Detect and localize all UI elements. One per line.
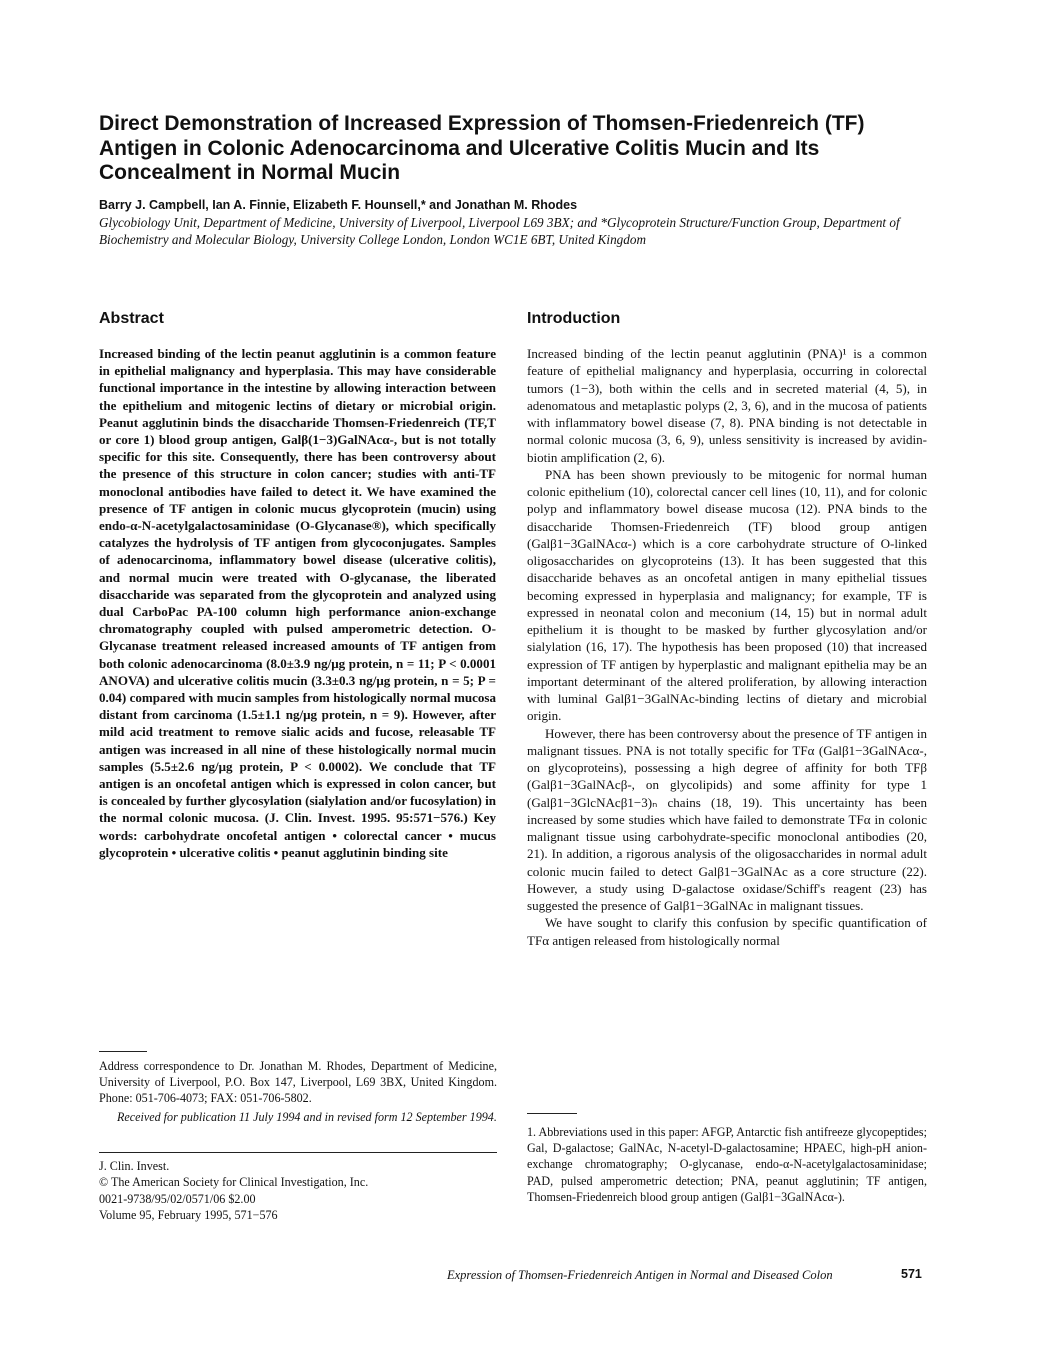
intro-paragraph: We have sought to clarify this confusion by specific quantification of TFα antigen released from histologically normal [527, 915, 927, 948]
intro-paragraph: PNA has been shown previously to be mitogenic for normal human colonic epithelium (10), colorectal cancer cell lines (10, 11), and for colonic polyp and inflammatory bowel disease mucosa (12). PNA binds to the disaccharide Thomsen-Friedenreich (TF) blood group antigen (Galβ1−3GalNAcα-) which is a core carbohydrate structure of O-linked oligosaccharides on glycoproteins (13). It has been suggested that this disaccharide behaves as an oncofetal antigen in many epithelial tissues becoming expressed in hyperplasia and malignancy; for example, TF is expressed in neonatal colon and meconium (14, 15) but in normal adult epithelium it is thought to be masked by further glycosylation and/or sialylation (16, 17). The hypothesis has been proposed (10) that increased expression of TF antigen by hyperplastic and malignant epithelia may be an important determinant of the altered proliferation, by allowing interaction with luminal Galβ1−3GalNAc-binding lectins of dietary and microbial origin. [527, 466, 927, 724]
volume-line: Volume 95, February 1995, 571−576 [99, 1208, 278, 1223]
introduction-body [527, 345, 927, 949]
article-title: Direct Demonstration of Increased Expression of Thomsen-Friedenreich (TF) Antigen in Colonic Adenocarcinoma and Ulcerative Colitis Mucin and Its Concealment in Normal Mucin [99, 112, 865, 184]
correspondence-address: Address correspondence to Dr. Jonathan M. Rhodes, Department of Medicine, University of Liverpool, P.O. Box 147, Liverpool, L69 3BX, United Kingdom. Phone: 051-706-4073; FAX: 051-706-5802. [99, 1059, 497, 1106]
correspondence-block [99, 1058, 497, 1125]
introduction-heading: Introduction [527, 310, 621, 327]
page-number: 571 [901, 1267, 922, 1281]
author-affiliation: Glycobiology Unit, Department of Medicine, University of Liverpool, Liverpool L69 3BX; and *Glycoprotein Structure/Function Group, Department of Biochemistry and Molecular Biology, University College London, London WC1E 6BT, United Kingdom [99, 215, 900, 247]
intro-paragraph: However, there has been controversy about the presence of TF antigen in malignant tissues. PNA is not totally specific for TFα (Galβ1−3GalNAcα-, on glycoproteins), possessing a high degree of affinity for both TFβ (Galβ1−3GalNAcβ-, on glycolipids) and some affinity for type 1 (Galβ1−3GlcNAcβ1−3)ₙ chains (18, 19). This uncertainty has been increased by some studies which have failed to demonstrate TFα in colonic malignant tissue using carbohydrate-specific monoclonal antibodies (20, 21). In addition, a rigorous analysis of the oligosaccharides in normal adult colonic mucin failed to detect Galβ1−3GalNAc as a core structure (22). However, a study using D-galactose oxidase/Schiff's reagent (23) has suggested the presence of Galβ1−3GalNAc in malignant tissues. [527, 725, 927, 913]
footnote-divider [99, 1051, 147, 1052]
article-code: 0021-9738/95/02/0571/06 $2.00 [99, 1191, 256, 1206]
running-footer-title: Expression of Thomsen-Friedenreich Antigen in Normal and Diseased Colon [447, 1268, 833, 1282]
received-dates: Received for publication 11 July 1994 and in revised form 12 September 1994. [117, 1109, 497, 1124]
publication-divider [99, 1152, 497, 1153]
abbreviations-divider [527, 1113, 577, 1114]
abbreviations-footnote: 1. Abbreviations used in this paper: AFGP, Antarctic fish antifreeze glycopeptides; Gal, D-galactose; GalNAc, N-acetyl-D-galactosamine; HPAEC, high-pH anion-exchange chromatography; O-glycanase, endo-α-N-acetylgalactosaminidase; PAD, pulsed amperometric detection; PNA, peanut agglutinin; TF antigen, Thomsen-Friedenreich blood group antigen (Galβ1−3GalNAcα-). [527, 1125, 927, 1204]
abstract-text: Increased binding of the lectin peanut agglutinin is a common feature in epithelial malignancy and hyperplasia. This may have considerable functional importance in the intestine by allowing interaction between the epithelium and mitogenic lectins of dietary or microbial origin. Peanut agglutinin binds the disaccharide Thomsen-Friedenreich (TF,T or core 1) blood group antigen, Galβ(1−3)GalNAcα-, but is not totally specific for this site. Consequently, there has been controversy about the presence of this structure in colon cancer; studies with anti-TF monoclonal antibodies have failed to detect it. We have examined the presence of TF antigen in colonic mucus glycoprotein (mucin) using endo-α-N-acetylgalactosaminidase (O-Glycanase®), which specifically catalyzes the hydrolysis of TF antigen from glycoconjugates. Samples of adenocarcinoma, inflammatory bowel disease (ulcerative colitis), and normal mucin were treated with O-glycanase, the liberated disaccharide was separated from the glycoprotein and analyzed using dual CarboPac PA-100 column high performance anion-exchange chromatography coupled with pulsed amperometric detection. O-Glycanase treatment released increased amounts of TF antigen from both colonic adenocarcinoma (8.0±3.9 ng/μg protein, n = 11; P < 0.0001 ANOVA) and ulcerative colitis mucin (3.3±0.3 ng/μg protein, n = 5; P = 0.04) compared with mucin samples from histologically normal mucosa distant from carcinoma (1.5±1.1 ng/μg protein, n = 9). However, after mild acid treatment to remove sialic acids and fucose, releasable TF antigen was increased in all nine of these histologically normal mucin samples (5.5±2.6 ng/μg protein, P < 0.0002). We conclude that TF antigen is an oncofetal antigen which is expressed in colon cancer, but is concealed by further glycosylation (sialylation and/or fucosylation) in the normal colonic mucosa. (J. Clin. Invest. 1995. 95:571−576.) Key words: carbohydrate oncofetal antigen • colorectal cancer • mucus glycoprotein • ulcerative colitis • peanut agglutinin binding site [99, 346, 496, 860]
journal-name: J. Clin. Invest. [99, 1159, 170, 1173]
intro-paragraph: Increased binding of the lectin peanut agglutinin (PNA)¹ is a common feature of epithelial malignancy and hyperplasia, occurring in colorectal tumors (1−3), both within the cells and in secreted material (4, 5), in adenomatous and metaplastic polyps (2, 3, 6), and in the mucosa of patients with inflammatory bowel disease (7, 8). PNA binding is not detectable in normal colonic mucosa (3, 6, 9), unless sensitivity is increased by avidin-biotin amplification (2, 6). [527, 346, 927, 465]
publication-info [99, 1158, 497, 1224]
copyright-line: © The American Society for Clinical Investigation, Inc. [99, 1175, 369, 1190]
abstract-heading: Abstract [99, 310, 164, 327]
author-list: Barry J. Campbell, Ian A. Finnie, Elizabeth F. Hounsell,* and Jonathan M. Rhodes [99, 198, 578, 212]
